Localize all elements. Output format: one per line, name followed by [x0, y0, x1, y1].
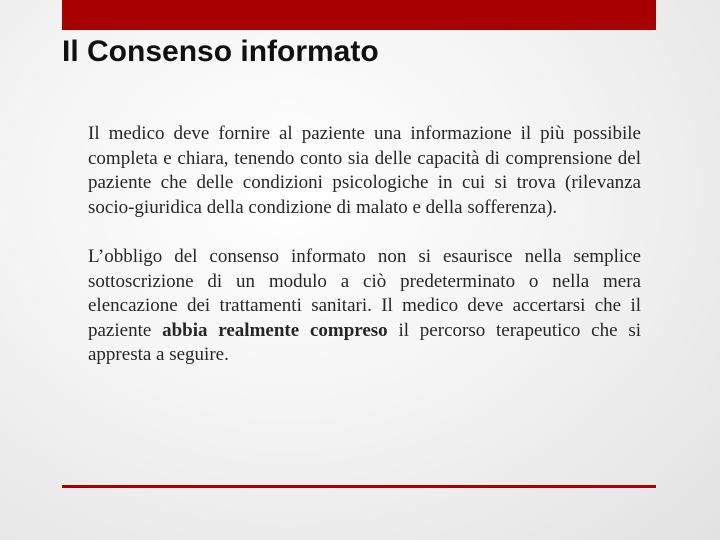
paragraph-obbligo [88, 245, 641, 368]
top-accent-bar [62, 0, 656, 30]
slide-body [88, 122, 641, 393]
paragraph-obbligo-text-start: L’obbligo del consenso informato non si esaurisce nella semplice sottoscrizione di un modulo a ciò predeterminato o nella mera elencazione dei trattamenti sanitari. Il medico deve accertarsi che il paziente [88, 246, 641, 341]
paragraph-informazione: Il medico deve fornire al paziente una informazione il più possibile completa e chiara, tenendo conto sia delle capacità di comprensione del paziente che delle condizioni psicologiche in cui si trova (rilevanza socio-giuridica della condizione di malato e della sofferenza). [88, 123, 641, 218]
slide-title: Il Consenso informato [62, 35, 379, 68]
paragraph-obbligo-emphasis: abbia realmente compreso [162, 319, 388, 341]
bottom-accent-line [62, 485, 656, 488]
paragraph-obbligo-text-end: il percorso terapeutico che si appresta a seguire. [88, 319, 641, 365]
